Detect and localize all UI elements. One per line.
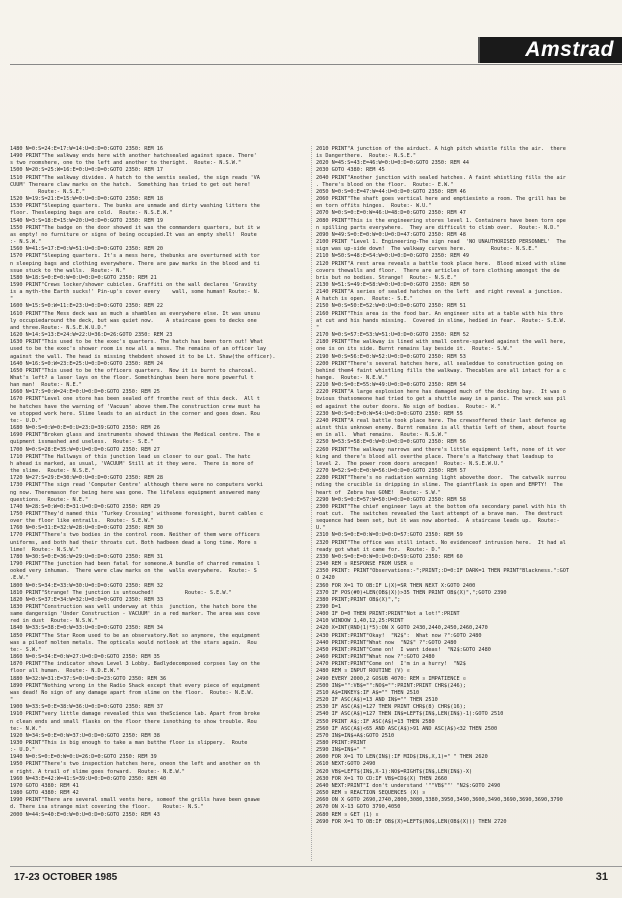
listing-line: 1630 PRINT"This used to be the exec's quarters. The hatch has been torn out! What	[10, 339, 263, 346]
footer-rule	[10, 866, 622, 867]
listing-line: ve stopped work here. Slime leads to an airduct in the corner and goes down. Rou	[10, 410, 260, 417]
listing-line: 2480 REM ¤ INPUT ROUTINE (V) ¤	[316, 668, 410, 675]
listing-line: 1860 N=0:S=34:E=0:W=27:U=0:D=0:GOTO 2350: REM 35	[10, 654, 160, 661]
listing-line: quipment issmashed and useless. Route:- S.E."	[10, 439, 154, 446]
listing-line: 2540 IF ASC(A$)=127 THEN IN$=LEFT$(IN$,LEN(IN$)-1):GOTO 2510	[316, 711, 504, 718]
listing-line: 2420 X=INT(RND(1)*5):ON X GOTO 2430,2440,2450,2460,2470	[316, 625, 488, 632]
listing-line: 1610 PRINT"The Mess deck was as much a shambles as everywhere else. It was unusu	[10, 310, 260, 317]
listing-line: 1810 PRINT"Strange! The junction is untouched! Route:- S.E.W."	[10, 589, 232, 596]
listing-line: 2290 N=0:S=0:E=57:W=50:U=0:D=0:GOTO 2350: REM 58	[316, 496, 466, 503]
listing-line: ainst this unknown enemy. Burnt remains is all thatis left of them, about fourte	[316, 425, 566, 432]
listing-line: lime! Route:- N.S.W."	[10, 546, 79, 553]
listing-line: 2300 PRINT"The chief engineer lays at the bottom ofa secondary panel with his th	[316, 503, 566, 510]
listing-line: 1840 N=33:S=38:E=0:W=33:U=0:D=0:GOTO 2350: REM 34	[10, 625, 164, 632]
listing-line: bris but no bodies. Strange! Route:- N.S.E."	[316, 274, 457, 281]
listing-line: bvious thatsomeone had tried to get a shuttle away in a panic. The wreck was pil	[316, 396, 566, 403]
listing-line: ly occupiedaround the deck, but was quiet now. A staircase goes to decks one	[10, 317, 257, 324]
listing-column-left	[10, 146, 306, 861]
listing-line: 2110 N=50:S=48:E=54:W=0:U=0:D=0:GOTO 2350: REM 49	[316, 253, 470, 260]
listing-line: 2180 PRINT"The walkway is lined with small centre-sparked against the wall here,	[316, 339, 566, 346]
listing-line: 2560 IF ASC(A$)<65 AND ASC(A$)>91 AND ASC(A$)<32 THEN 2500	[316, 725, 498, 732]
listing-line: hange. Route:- N.E.W."	[316, 375, 388, 381]
listing-line: U."	[316, 525, 326, 532]
listing-line: 2270 N=52:S=0:E=0:W=56:U=0:D=0:GOTO 2350: REM 57	[316, 468, 466, 475]
listing-line: sign was up-side down! The walkway curves here. Route:- N.S.E."	[316, 246, 538, 253]
listing-line: te:- U.D."	[10, 417, 42, 424]
listing-line: 2000 N=44:S=40:E=0:W=0:U=0:D=0:GOTO 2350: REM 43	[10, 811, 160, 818]
listing-line: one is on its side. Burnt remains lay beside it. Route:- S.W."	[316, 346, 513, 353]
listing-line: 1660 N=17:S=0:W=24:E=0:U=0:D=0:GOTO 2350: REM 25	[10, 389, 160, 396]
listing-line: ready got what it came for. Route:- D."	[316, 546, 441, 553]
listing-line: h ahead is marked, as usual, 'VACUUM' Still at it they were. There is more of	[10, 460, 254, 467]
listing-line: nding the crucible is dripping in slime. The giantflask is open and EMPTY! The	[316, 482, 563, 489]
listing-line: 1780 N=30:S=0:E=36:W=29:U=0:D=0:GOTO 2350: REM 31	[10, 553, 164, 560]
listing-line: behind them4 faint whistling fills the walkway. Thecables are all intact for a c	[316, 367, 566, 374]
listing-line: s two roomshere, one to the left and another to theright. Route:- N.S.W."	[10, 160, 242, 167]
listing-line: 1530 PRINT"Sleeping quarters. The bunks are unmade and dirty washing litters the	[10, 203, 260, 210]
listing-line: 2460 PRINT:PRINT"What now ?":GOTO 2480	[316, 654, 435, 661]
listing-line: 2630 FOR X=1 TO CD:IF VB$=CD$(X) THEN 2660	[316, 775, 448, 782]
listing-line: n sleeping bags and clothing everywhere. There are paw marks in the blood and ti	[10, 260, 260, 267]
listing-line: was a pileof molten metals. The opticals would notlook at the stars again. Rou	[10, 639, 257, 646]
listing-line: 2200 PRINT"There's several hatches here, all sealeddue to construction going on	[316, 360, 563, 367]
listing-line: is Dangerthere. Route:- N.S.E."	[316, 153, 416, 160]
listing-line: CUUM' Thereare claw marks on the hatch. Something has tried to get out here!	[10, 181, 251, 188]
listing-line: 2640 NEXT:PRINT"I don't understand '""VB$""' "N2$:GOTO 2490	[316, 782, 501, 789]
listing-line: 2690 FOR X=1 TO OB:IF OB$(X)=LEFT$(NO$,LEN(OB$(X))) THEN 2720	[316, 818, 507, 825]
listing-line: 2400 IF D=0 THEN PRINT:PRINT"Not a lot!":PRINT	[316, 611, 460, 618]
listing-line: 1580 N=18:S=0:E=0:W=0:U=0:D=0:GOTO 2350: REM 21	[10, 274, 157, 281]
listing-line: 2610 NEXT:GOTO 2490	[316, 761, 376, 768]
listing-line: 2450 PRINT:PRINT"Come on! I want ideas! "N2$:GOTO 2480	[316, 646, 491, 653]
issue-date: 17-23 OCTOBER 1985	[14, 872, 118, 883]
listing-line: 1980 GOTO 4380: REM 42	[10, 790, 79, 797]
listing-line: ooked very inhuman. There were claw marks on the walls everywhere. Route:- S	[10, 568, 257, 575]
listing-line: 2310 N=0:S=0:E=0:W=0:U=0:D=57:GOTO 2350: REM 59	[316, 532, 463, 539]
listing-line: 1890 PRINT"Nothing wrong in the Radio Shack except that every piece of equipment	[10, 682, 260, 689]
listing-line: against the wall. The head is missing thebdent showed it to be Lt. Shaw(the officer).	[10, 353, 276, 360]
listing-line: 2510 A$=INKEY$:IF A$="" THEN 2510	[316, 689, 420, 696]
listing-line: 2320 PRINT"The office was still intact. No evidenceof intrusion here. It had al	[316, 539, 566, 546]
listing-line: O 2420	[316, 575, 335, 582]
listing-line: he hatches have the warning of 'Vacuum' above them.The construction crew must ha	[10, 403, 260, 410]
listing-line: 1700 N=0:S=28:E=35:W=0:U=0:D=0:GOTO 2350: REM 27	[10, 446, 160, 453]
listing-line: A hatch is open. Route:- S.E."	[316, 296, 413, 303]
listing-line: 1760 N=0:S=31:E=32:W=28:U=0:D=0:GOTO 2350: REM 30	[10, 525, 164, 532]
listing-line: 2230 N=0:S=0:E=0:W=54:U=0:D=0:GOTO 2350: REM 55	[316, 410, 463, 417]
listing-line: 2490 EVERY 2000,2 GOSUB 4070: REM ¤ IMPATIENCE ¤	[316, 675, 466, 682]
listing-line: 2550 PRINT A$;:IF ASC(A$)=13 THEN 2580	[316, 718, 435, 725]
header-rule	[10, 64, 622, 65]
listing-line: 1730 PRINT"The sign read 'Computer Centre' although there were no computers worki	[10, 482, 263, 489]
listing-line: 1670 PRINT"Level one store has been sealed off fromthe rest of this deck. All t	[10, 396, 260, 403]
listing-line: 2620 VB$=LEFT$(IN$,X-1):NO$=RIGHT$(IN$,LEN(IN$)-X)	[316, 768, 473, 775]
listing-line: 1490 PRINT"The walkway ends here with another hatchsealed against space. There'	[10, 153, 257, 160]
listing-line: 2140 PRINT"A series of sealed hatches on the left and right reveal a junction.	[316, 289, 563, 296]
listing-line: 2240 PRINT"A real battle took place here. The crewsoffered their last defence ag	[316, 417, 566, 424]
listing-line: 1600 N=15:S=0:W=11:E=23:U=0:D=0:GOTO 2350: REM 22	[10, 303, 164, 310]
listing-line: 1950 PRINT"There's two inspection hatches here, oneon the left and another on th	[10, 761, 260, 768]
listing-line: 2390 D=1	[316, 604, 341, 610]
listing-line: . There's blood on the floor. Route:- E.W."	[316, 181, 454, 188]
listing-line: 2360 FOR X=1 TO OB:IF L(X)=SR THEN NEXT X:GOTO 2400	[316, 582, 476, 589]
listing-line: ng now. Theremason for being here was gone. The lifeless equipment answered many	[10, 489, 260, 496]
listing-line: 2050 N=0:S=0:E=47:W=44:U=0:D=0:GOTO 2350: REM 46	[316, 188, 466, 195]
listing-line: 2350 PRINT: PRINT"Observations:-";PRINT;:D=0:IF DARK=1 THEN PRINT"Blackness.":GOT	[316, 568, 569, 575]
listing-line: han man! Route:- N.E."	[10, 382, 82, 389]
listing-line: n spilling parts everywhere. They are difficult to climb over. Route:- N.D."	[316, 224, 560, 231]
listing-line: 1990 PRINT"There are several small vents here, someof the grills have been gnawe	[10, 797, 260, 804]
listing-line: floor. Thesleeping bags are cold. Route:- N.S.E.W."	[10, 210, 173, 217]
listing-line: 2160 PRINT"This area is the food bar. An engineer sits at a table with his thro	[316, 310, 563, 317]
listing-line: 2030 GOTO 4380: REM 45	[316, 167, 385, 174]
listing-line: 2590 IN$=IN$+" "	[316, 747, 366, 754]
listing-line: 1960 N=43:E=42:W=41:S=39:U=0:D=0:GOTO 2350: REM 40	[10, 775, 167, 782]
listing-line: 1750 PRINT"They'd named this 'Turkey Crossing' withsome foresight, burnt cables c	[10, 510, 263, 517]
listing-line: sequence had been set, but it was now aborted. A staircase leads up. Route:-	[316, 518, 560, 525]
listing-line: ssue stuck to the walls. Route:- N."	[10, 267, 126, 274]
listing-line: 1770 PRINT"There's two bodies in the control room. Neither of them were officers	[10, 532, 260, 539]
listing-line: 2600 FOR X=1 TO LEN(IN$):IF MID$(IN$,X,1)=" " THEN 2620	[316, 754, 488, 761]
listing-line: ed against the outer doors. No sign of bodies. Route:- W."	[316, 403, 501, 410]
listing-line: 2670 ON X-13 GOTO 3790,4050	[316, 804, 401, 811]
listing-line: is a myth-the Earth sucks!' Pin-up's cover every wall, some human! Route:- N.	[10, 289, 260, 296]
listing-line: at cut and his hands missing. Covered in slime, hedied in fear. Route:- S.E.W.	[316, 317, 566, 324]
listing-line: 2340 REM ¤ RESPONSE FROM USER ¤	[316, 561, 413, 568]
listing-line: 2440 PRINT:PRINT"What now "N2$" ?":GOTO 2480	[316, 639, 457, 646]
listing-line: 2650 REM ¤ REACTION SEQUENCES (X) ¤	[316, 790, 426, 797]
listing-line: same dangersign 'Under Construction - VACUUM' in a red marker. The area was cove	[10, 611, 260, 618]
listing-line: en torn offits hinges. Route:- W.U."	[316, 203, 432, 210]
listing-line: 1740 N=28:S=0:W=0:E=31:U=0:D=0:GOTO 2350: REM 29	[10, 503, 160, 510]
listing-line: 1680 N=0:S=0:W=0:E=0:U=23:D=39:GOTO 2350: REM 26	[10, 425, 160, 432]
listing-line: 2120 PRINT"A rest area reveals a battle took place here. Blood mixed with slime	[316, 260, 566, 267]
listing-line: 2130 N=51:S=49:E=58:W=0:U=0:D=0:GOTO 2350: REM 50	[316, 281, 470, 288]
listing-line: :- N.S.W."	[10, 239, 42, 246]
listing-line: 1930 PRINT"This is big enough to take a man butthe floor is slippery. Route	[10, 739, 248, 746]
section-label: Amstrad	[525, 38, 614, 61]
listing-line: e right. A trail of slime goes forward. Route:- N.E.W."	[10, 768, 185, 775]
listing-line: 1800 N=0:S=34:E=33:W=30:U=0:D=0:GOTO 2350: REM 32	[10, 582, 164, 589]
listing-line: te:- S.W."	[10, 646, 42, 653]
listing-line: 2220 PRINT"A large explosion here has damaged much of the docking bay. It was o	[316, 389, 566, 396]
listing-line: What's left? a laser lays on the floor. Somethinghas been here more powerful t	[10, 375, 254, 381]
listing-line: 1570 PRINT"Sleeping quarters. It's a mess here, thebunks are overturned with tor	[10, 253, 260, 260]
listing-line: 1820 N=0:S=37:E=34:W=32:U=0:D=0:GOTO 2350: REM 33	[10, 596, 164, 603]
listing-line: 2190 N=0:S=56:E=0:W=52:U=0:D=0:GOTO 2350: REM 53	[316, 353, 466, 360]
listing-line: 1970 GOTO 4380: REM 41	[10, 782, 79, 789]
listing-line: 2260 PRINT"The walkway narrows and there's little equipment left, none of it wor	[316, 446, 566, 453]
listing-line: 2530 IF ASC(A$)=127 THEN PRINT CHR$(8) CHR$(16);	[316, 704, 466, 711]
listing-line: questions. Route:- N.E."	[10, 496, 89, 503]
listing-line: 2370 IF POS(#0)+LEN(OB$(X))>35 THEN PRINT OB$(X)",";GOTO 2390	[316, 589, 507, 596]
listing-line: 1520 N=19:S=21:E=15:W=0:U=0:D=0:GOTO 2350: REM 18	[10, 196, 164, 203]
listing-line: 1540 N=3:S=18:E=15:W=20:U=0:D=0:GOTO 2350: REM 19	[10, 217, 164, 224]
section-banner	[478, 37, 622, 63]
listing-line: was dead! No sign of any damage apart from slime on the floor. Route:- N.E.W.	[10, 689, 254, 696]
listing-line: 1560 N=41:S=17:E=0:W=51:U=0:D=0:GOTO 2350: REM 20	[10, 246, 164, 253]
listing-line: 2500 IN$="":VB$="":NO$="":PRINT:PRINT CHR$(246);	[316, 682, 466, 689]
listing-line: d. There isa strange mist covering the floor. Route:- N.S."	[10, 804, 204, 811]
listing-line: 1880 N=32:W=31:E=37:S=0:U=0:D=23:GOTO 2350: REM 36	[10, 675, 167, 682]
listing-line: 2410 WINDOW 1,40,12,25:PRINT	[316, 618, 404, 625]
listing-line: 1830 PRINT"Construction was well underway at this junction, the hatch bore the	[10, 604, 257, 610]
listing-line: 2080 PRINT"This is the engineering stores level 1. Containers have been torn ope	[316, 217, 566, 224]
listing-line: 2170 N=0:S=57:E=53:W=51:U=0:D=0:GOTO 2350: REM 52	[316, 332, 470, 339]
listing-line: 1790 PRINT"The junction had been fatal for someone.A bundle of charred remains l	[10, 561, 260, 568]
listing-line: 1870 PRINT"The indicator shows Level 3 Lobby. Badlydecomposed corpses lay on the	[10, 661, 260, 668]
listing-line: 2070 N=0:S=0:E=0:W=46:U=48:D=0:GOTO 2350: REM 47	[316, 210, 466, 217]
listing-line: 1720 N=27:S=29:E=30:W=0:U=0:D=0:GOTO 2350: REM 28	[10, 475, 164, 482]
listing-line: 2090 N=49:S=0:E=0:W=0:U=0:D=47:GOTO 2350: REM 48	[316, 231, 466, 238]
listing-line: "	[10, 697, 14, 704]
listing-line: over the floor like entrails. Route:- S.E.W."	[10, 518, 154, 525]
page-number: 31	[595, 871, 608, 883]
listing-line: 1920 N=34:S=0:E=0:W=37:U=0:D=0:GOTO 2350: REM 38	[10, 732, 160, 739]
listing-line: :- U.D."	[10, 747, 35, 754]
listing-line: n clean ends and small flasks on the floor there isnothing to show trouble. Rou	[10, 718, 257, 725]
listing-line: 1940 N=0:S=0:E=0:W=0:U=26:D=0:GOTO 2350: REM 39	[10, 754, 157, 761]
listing-line: king and there's blood all overthe place. There's a Hatchway that leadsup to	[316, 453, 554, 460]
listing-line: 2660 ON X GOTO 2690,2740,2800,3080,3380,3950,3490,3600,3490,3690,3690,3690,3790	[316, 797, 563, 804]
listing-line: 2380 PRINT;PRINT OB$(X)",";	[316, 596, 401, 603]
listing-line: roat cut. The switches revealed the last attempt of a brave man. The destruct	[316, 510, 563, 517]
listing-column-right	[316, 146, 612, 861]
listing-line: 1620 N=14:S=13:E=24:W=22:U=36:D=26:GOTO 2350: REM 23	[10, 332, 173, 339]
listing-line: 2280 PRINT"There's no radiation warning light abovethe door. The catwalk surrou	[316, 475, 566, 482]
listing-line: 2100 PRINT "Level 1. Engineering-The sign read 'NO UNAUTHORISED PERSONNEL' The	[316, 239, 566, 246]
listing-line: floor all human. Route:- N.D.E.W."	[10, 668, 120, 675]
listing-line: 2150 N=0:S=50:E=52:W=0:U=0:D=0:GOTO 2350: REM 51	[316, 303, 466, 310]
listing-line: and three.Route:- N.S.E.W.U.D."	[10, 324, 107, 331]
listing-line: .E.W."	[10, 575, 29, 582]
listing-line: 2520 IF ASC(A$)=13 AND IN$="" THEN 2510	[316, 697, 438, 704]
listing-line: 2330 N=0:S=0:E=0:W=0:U=0:D=59:GOTO 2350: REM 60	[316, 553, 463, 560]
listing-line: "	[316, 324, 320, 331]
listing-line: uniforms, and both had their throats cut. Both hadbeen dead a long time. More s	[10, 539, 257, 546]
listing-line: 2060 PRINT"The shaft goes vertical here and emptiesinto a room. The grill has be	[316, 196, 566, 203]
listing-line: 1480 N=0:S=24:E=17:W=14:U=0:D=0:GOTO 2350: REM 16	[10, 146, 164, 152]
listing-line: 1710 PRINT"The Hallways of this junction lead us closer to our goal. The hatc	[10, 453, 251, 460]
listing-line: covers thewalls and floor. There are articles of torn clothing amongst the de	[316, 267, 560, 274]
listing-line: 1510 PRINT"The walkway divides. A hatch to the westis sealed, the sign reads 'VA	[10, 174, 260, 181]
listing-line: "	[10, 296, 14, 303]
listing-line: en in all. What remains. Route:- N.S.W."	[316, 432, 448, 439]
listing-line: 1640 N=16:S=0:W=23:E=25:U=0:D=0:GOTO 2350: REM 24	[10, 360, 164, 367]
listing-line: 1650 PRINT"This used to be the officers quarters. Now it is burnt to charcoal.	[10, 367, 257, 374]
listing-line: 1850 PRINT"The Star Room used to be an observatory.Not so anymore, the equipment	[10, 632, 260, 639]
listing-line: 2250 N=53:S=58:E=0:W=0:U=0:D=0:GOTO 2350: REM 56	[316, 439, 466, 446]
listing-line: 1550 PRINT"The badge on the door showed it was the commanders quarters, but it w	[10, 224, 260, 231]
listing-line: 2210 N=0:S=0:E=55:W=49:U=0:D=0:GOTO 2350: REM 54	[316, 382, 466, 389]
listing-line: 2680 REM ¤ GET (1) ¤	[316, 811, 379, 818]
listing-line: level 2. The power room doors arecpen! Route:- N.S.E.W.U."	[316, 460, 504, 467]
listing-line: 2020 N=45:S=43:E=46:W=0:U=0:D=0:GOTO 2350: REM 44	[316, 160, 470, 167]
listing-line: the slime. Route:- N.S.E."	[10, 468, 95, 475]
listing-line: used to be the exec's shower room is now all a mess. The remains of an officer lay	[10, 346, 267, 353]
column-divider	[311, 146, 312, 861]
listing-line: heart of Zebra has GONE! Route:- S.W."	[316, 489, 441, 496]
listing-line: 2570 IN$=IN$+A$:GOTO 2510	[316, 732, 395, 739]
listing-line: 1910 PRINT"very little damage revealed this was theScience lab. Apart from broke	[10, 711, 260, 718]
listing-line: 2470 PRINT:PRINT"Come on! I'm in a hurry! "N2$	[316, 661, 466, 668]
listing-line: 1500 N=20:S=25:W=16:E=0:U=0:D=0:GOTO 2350: REM 17	[10, 167, 164, 174]
listing-line: 2580 PRINT:PRINT	[316, 739, 366, 746]
listing-line: 2430 PRINT:PRINT"Okay! "N2$": What now ?":GOTO 2480	[316, 632, 482, 639]
listing-line: red in dust Route:- N.S.W."	[10, 618, 98, 625]
listing-line: 2010 PRINT"A junction of the airduct. A high pitch whistle fills the air. there	[316, 146, 566, 152]
listing-line: 1590 PRINT"Crews locker/shower cubicles. Graffiti on the wall declares 'Gravity	[10, 281, 257, 288]
listing-line: 1900 N=33:S=0:E=38:W=36:U=0:D=0:GOTO 2350: REM 37	[10, 704, 164, 711]
listing-line: te:- N.W."	[10, 725, 42, 732]
listing-line: 2040 PRINT"Another junction with sealed hatches. A faint whistling fills the air	[316, 174, 566, 181]
listing-line: Route:- N.S.E."	[10, 188, 85, 195]
listing-line: as empty! no furniture or signs of being occupied.It was an empty shell! Route	[10, 231, 257, 238]
listing-line: 1690 PRINT"Broken glass and instruments showed thiswas the Medical centre. The e	[10, 432, 260, 439]
